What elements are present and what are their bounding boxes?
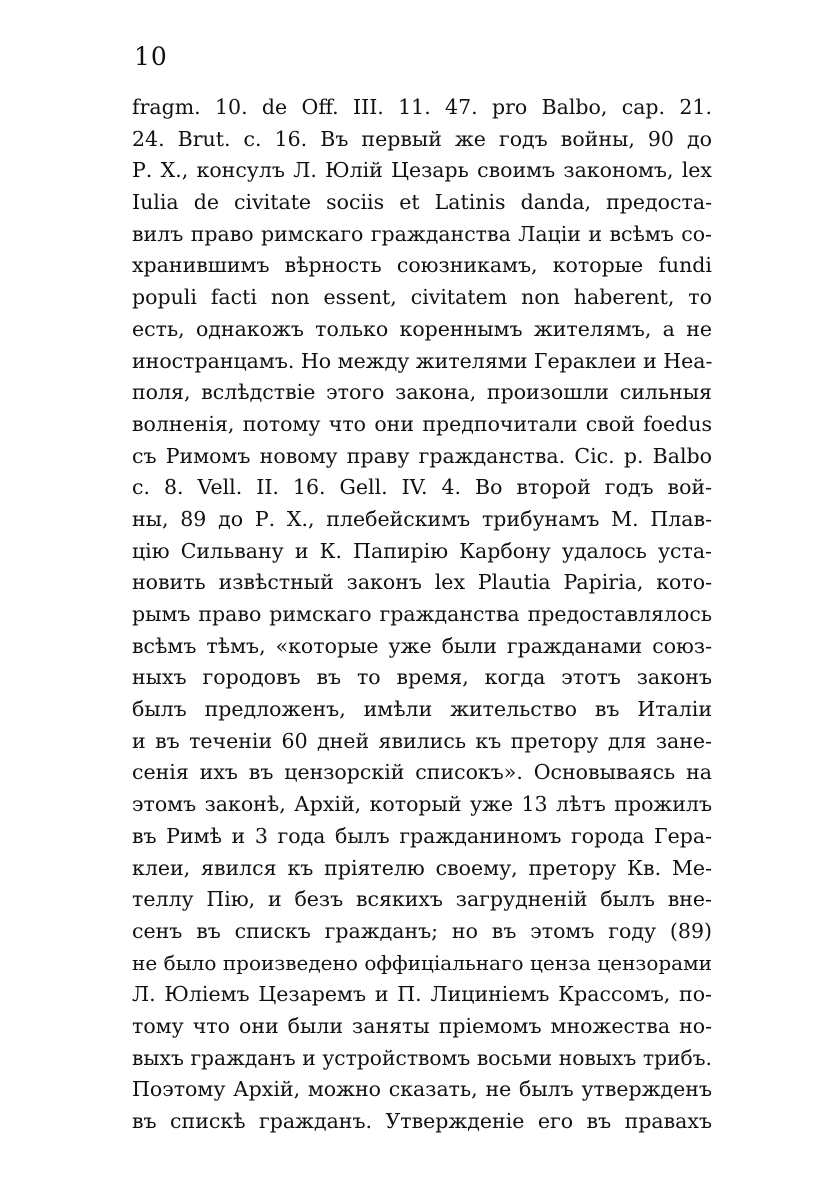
text-line: въ Римѣ и 3 года былъ гражданиномъ города Гера- — [132, 823, 712, 848]
text-line: Поэтому Архій, можно сказать, не былъ утвержденъ — [132, 1077, 712, 1102]
text-line: съ Римомъ новому праву гражданства. Cic. p. Balbo — [132, 443, 712, 468]
text-line: тому что они были заняты пріемомъ множества но- — [132, 1013, 712, 1038]
text-line: не было произведено оффиціальнаго ценза цензорами — [132, 950, 712, 975]
text-line: 24. Brut. c. 16. Въ первый же годъ войны, 90 до — [132, 126, 712, 151]
body-text — [132, 92, 712, 1138]
text-line: вилъ право римскаго гражданства Лаціи и всѣмъ со- — [132, 221, 712, 246]
text-line: новить извѣстный законъ lex Plautia Papiria, кото- — [132, 570, 712, 595]
text-line: c. 8. Vell. II. 16. Gell. IV. 4. Во второй годъ вой- — [132, 475, 712, 500]
text-line: сенія ихъ въ цензорскій списокъ». Основываясь на — [132, 760, 712, 785]
text-line: Л. Юліемъ Цезаремъ и П. Лициніемъ Крассомъ, по- — [132, 982, 712, 1007]
text-line: этомъ законѣ, Архій, который уже 13 лѣтъ прожилъ — [132, 792, 712, 817]
text-line: рымъ право римскаго гражданства предоставлялось — [132, 602, 712, 626]
text-line: и въ теченіи 60 дней явились къ претору для зане- — [132, 728, 712, 753]
text-line: сенъ въ спискъ гражданъ; но въ этомъ году (89) — [132, 918, 712, 943]
text-line: ны, 89 до Р. Х., плебейскимъ трибунамъ М. Плав- — [132, 506, 712, 531]
text-line: ныхъ городовъ въ то время, когда этотъ законъ — [132, 665, 712, 690]
text-line: волненія, потому что они предпочитали свой foedus — [132, 411, 712, 436]
text-line: Iulia de civitate sociis et Latinis danda, предоста- — [132, 190, 712, 215]
text-line: есть, однакожъ только кореннымъ жителямъ, а не — [132, 316, 712, 341]
text-line: Р. Х., консулъ Л. Юлій Цезарь своимъ закономъ, lex — [132, 158, 712, 183]
text-line: клеи, явился къ пріятелю своему, претору Кв. Ме- — [132, 855, 712, 880]
text-line: всѣмъ тѣмъ, «которые уже были гражданами союз- — [132, 633, 712, 658]
text-line: цію Сильвану и К. Папирію Карбону удалось уста- — [132, 538, 712, 563]
text-line: поля, вслѣдствіе этого закона, произошли сильныя — [132, 380, 712, 405]
text-line: былъ предложенъ, имѣли жительство въ Италіи — [132, 697, 712, 722]
text-line: fragm. 10. de Off. III. 11. 47. pro Balbo, cap. 21. — [132, 95, 712, 119]
text-line: въ спискѣ гражданъ. Утвержденіе его въ правахъ — [132, 1109, 712, 1133]
page-number: 10 — [134, 42, 168, 71]
text-line: хранившимъ вѣрность союзникамъ, которые fundi — [132, 253, 712, 278]
text-line: теллу Пію, и безъ всякихъ загрудненій былъ внe- — [132, 887, 712, 912]
text-line: populi facti non essent, civitatem non haberent, то — [132, 285, 712, 310]
text-line: выхъ гражданъ и устройствомъ восьми новыхъ трибъ. — [132, 1045, 712, 1070]
text-line: иностранцамъ. Но между жителями Гераклеи и Неа- — [132, 348, 712, 373]
